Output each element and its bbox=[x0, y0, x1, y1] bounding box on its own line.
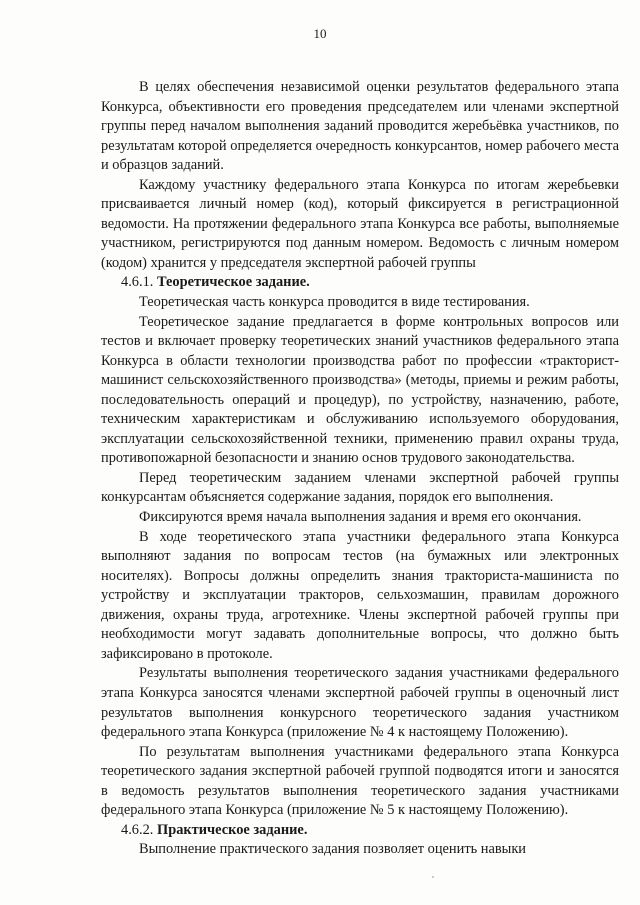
section-heading-practice bbox=[101, 821, 619, 841]
paragraph-theory-summary: По результатам выполнения участниками федерального этапа Конкурса теоретического задания экспертной рабочей группой подводятся итоги и заносятся в ведомость результатов выполнения теоретического задания участниками федерального этапа Конкурса (приложение № 5 к настоящему Положению). bbox=[101, 743, 619, 819]
paragraph-practice-intro: Выполнение практического задания позволяет оценить навыки bbox=[139, 841, 527, 858]
paragraph-theory-results: Результаты выполнения теоретического задания участниками федерального этапа Конкурса заносятся членами экспертной рабочей группы в оценочный лист результатов выполнения конкурсного теоретического задания участником федерального этапа Конкурса (приложение № 4 к настоящему Положению). bbox=[101, 665, 619, 741]
section-number: 4.6.1. bbox=[121, 274, 154, 291]
paragraph-theory-testing: Теоретическая часть конкурса проводится в виде тестирования. bbox=[139, 294, 530, 311]
section-title: Практическое задание. bbox=[157, 821, 308, 838]
paragraph-theory-explanation: Перед теоретическим заданием членами экспертной рабочей группы конкурсантам объясняется содержание задания, порядок его выполнения. bbox=[101, 469, 619, 506]
paragraph-theory-timing: Фиксируются время начала выполнения задания и время его окончания. bbox=[139, 509, 582, 526]
page-number: 10 bbox=[313, 26, 327, 41]
scan-speck bbox=[432, 876, 434, 878]
section-title: Теоретическое задание. bbox=[157, 274, 310, 291]
paragraph-theory-process: В ходе теоретического этапа участники федерального этапа Конкурса выполняют задания по вопросам тестов (на бумажных или электронных носителях). Вопросы должны определить знания тракториста-машиниста по устройству и эксплуатации тракторов, сельхозмашин, правилам дорожного движения, охраны труда, агротехнике. Члены экспертной рабочей группы при необходимости могут задавать дополнительные вопросы, что должно быть зафиксировано в протоколе. bbox=[101, 528, 619, 662]
paragraph-draw-intro: В целях обеспечения независимой оценки результатов федерального этапа Конкурса, объективности его проведения председателем или членами экспертной группы перед началом выполнения заданий проводится жеребьёвка участников, по результатам которой определяется очередность конкурсантов, номер рабочего места и образцов заданий. bbox=[101, 79, 619, 174]
paragraph-personal-number: Каждому участнику федерального этапа Конкурса по итогам жеребьевки присваивается личный номер (код), который фиксируется в регистрационной ведомости. На протяжении федерального этапа Конкурса все работы, выполняемые участником, регистрируются под данным номером. Ведомость с личным номером (кодом) хранится у председателя экспертной рабочей группы bbox=[101, 176, 619, 271]
page-body bbox=[101, 78, 619, 860]
paragraph-theory-content: Теоретическое задание предлагается в форме контрольных вопросов или тестов и включает проверку теоретических знаний участников федерального этапа Конкурса в области технологии производства работ по профессии «тракторист-машинист сельскохозяйственного производства» (методы, приемы и режим работы, последовательность операций и процедур), по устройству, назначению, работе, техническим характеристикам и обслуживанию используемого оборудования, эксплуатации сельскохозяйственной техники, применению правил охраны труда, противопожарной безопасности и знанию основ трудового законодательства. bbox=[101, 313, 619, 467]
section-heading-theory bbox=[101, 273, 619, 293]
section-number: 4.6.2. bbox=[121, 821, 154, 838]
